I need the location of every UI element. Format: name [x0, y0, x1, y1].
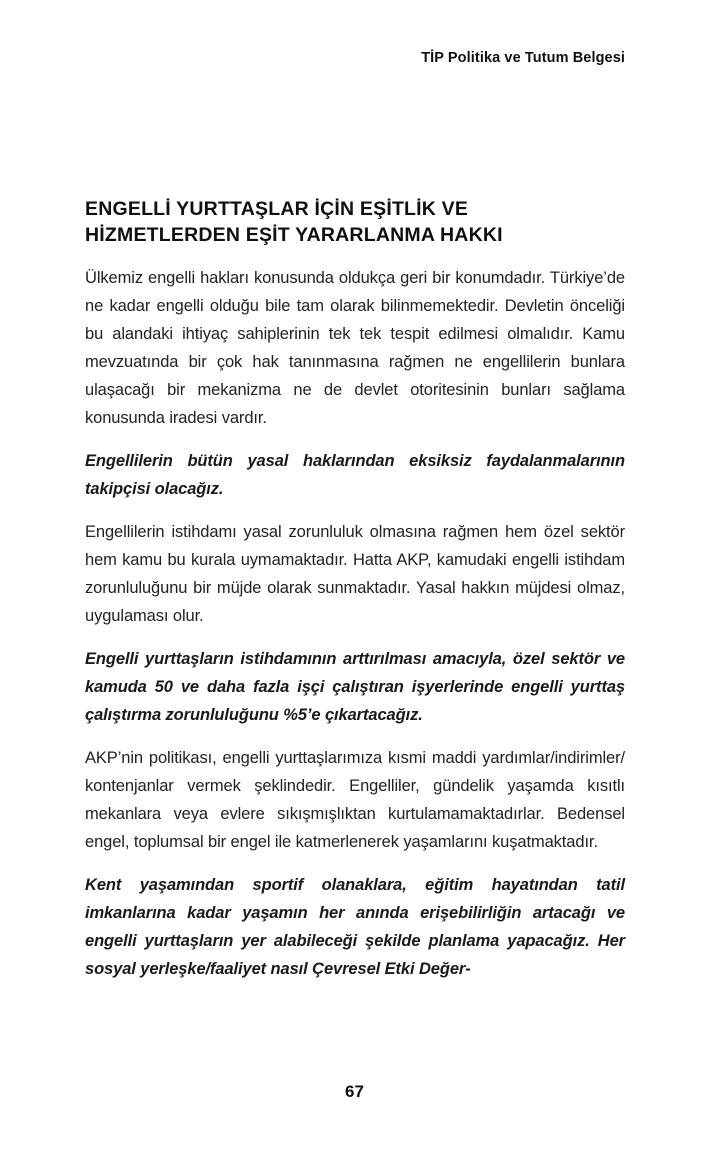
- paragraph: Ülkemiz engelli hakları konusunda oldukça geri bir konumdadır. Türkiye’de ne kadar engelli olduğu bile tam olarak bilinmemektedir. Devletin önceliği bu alandaki ihtiyaç sahiplerinin tek tek tespit edilmesi olmalıdır. Kamu mevzuatında bir çok hak tanınmasına rağmen ne engellilerin bunlara ulaşacağı bir mekanizma ne de devlet otoritesinin bunları sağlama konusunda iradesi vardır.: [85, 269, 625, 427]
- paragraph: Engellilerin istihdamı yasal zorunluluk olmasına rağmen hem özel sektör hem kamu bu kurala uymamaktadır. Hatta AKP, kamudaki engelli istihdam zorunluluğunu bir müjde olarak sunmaktadır. Yasal hakkın müjdesi olmaz, uygulaması olur.: [85, 523, 625, 625]
- page-number: 67: [345, 1082, 364, 1101]
- paragraph-emphasis: Kent yaşamından sportif olanaklara, eğitim hayatından tatil imkanlarına kadar yaşamın her anında erişebilirliğin artacağı ve engelli yurttaşların yer alabileceği şekilde planlama yapacağız. Her sosyal yerleşke/faaliyet nasıl Çevresel Etki Değer-: [85, 876, 625, 978]
- body-text: [85, 264, 625, 998]
- section-heading: ENGELLİ YURTTAŞLAR İÇİN EŞİTLİK VE HİZMETLERDEN EŞİT YARARLANMA HAKKI: [85, 198, 503, 246]
- paragraph-emphasis: Engelli yurttaşların istihdamının arttırılması amacıyla, özel sektör ve kamuda 50 ve daha fazla işçi çalıştıran işyerlerinde engelli yurttaş çalıştırma zorunluluğunu %5’e çıkartacağız.: [85, 650, 625, 724]
- running-header: TİP Politika ve Tutum Belgesi: [421, 50, 625, 66]
- paragraph-emphasis: Engellilerin bütün yasal haklarından eksiksiz faydalanmalarının takipçisi olacağız.: [85, 452, 625, 498]
- paragraph: AKP’nin politikası, engelli yurttaşlarımıza kısmi maddi yardımlar/indirimler/ kontenjanlar vermek şeklindedir. Engelliler, gündelik yaşamda kısıtlı mekanlara veya evlere sıkışmışlıktan kurtulamamaktadırlar. Bedensel engel, toplumsal bir engel ile katmerlenerek yaşamlarını kuşatmaktadır.: [85, 749, 625, 851]
